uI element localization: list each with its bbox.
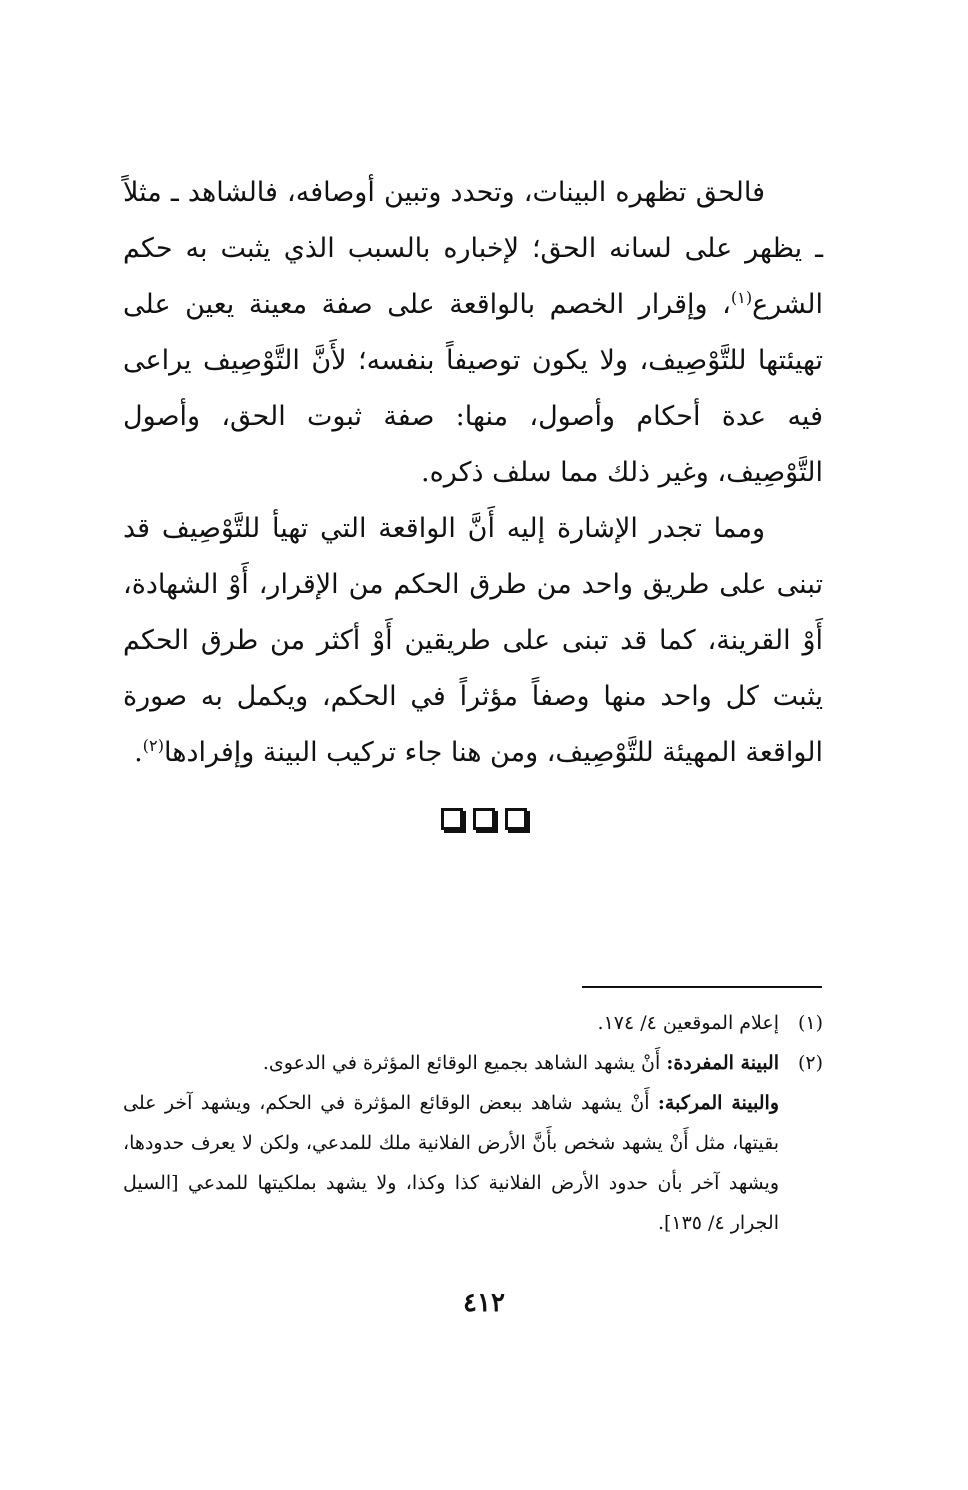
- footnote-text: أَنْ يشهد الشاهد بجميع الوقائع المؤثرة في الدعوى.: [262, 1052, 667, 1074]
- footnote-body: [123, 1043, 779, 1243]
- paragraph-1-segment-1: فالحق تظهره البينات، وتحدد وتبين أوصافه، فالشاهد ـ مثلاً ـ يظهر على لسانه الحق؛ لإخباره بالسبب الذي يثبت به حكم الشرع: [123, 177, 823, 320]
- paragraph-2-segment-2: .: [134, 737, 143, 768]
- footnote-line: [123, 1083, 779, 1243]
- separator-square-icon: [441, 808, 463, 830]
- footnote-bold-lead: والبينة المركبة:: [657, 1092, 780, 1114]
- footnote-text: إعلام الموقعين ٤/ ١٧٤.: [597, 1012, 779, 1034]
- paragraph-2-segment-1: ومما تجدر الإشارة إليه أَنَّ الواقعة التي تهيأ للتَّوْصِيف قد تبنى على طريق واحد من طرق الحكم من الإقرار، أَوْ الشهادة، أَوْ القرينة، كما قد تبنى على طريقين أَوْ أكثر من طرق الحكم يثبت كل واحد منها وصفاً مؤثراً في الحكم، ويكمل به صورة الواقعة المهيئة للتَّوْصِيف، ومن هنا جاء تركيب البينة وإفرادها: [123, 513, 823, 768]
- separator-square-icon: [473, 808, 495, 830]
- separator-square-icon: [505, 808, 527, 830]
- footnote-line: [123, 1003, 779, 1043]
- footnote-bold-lead: البينة المفردة:: [666, 1052, 779, 1074]
- page-number: ٤١٢: [463, 1288, 505, 1318]
- paragraph-2: [123, 501, 823, 781]
- footnote-line: [123, 1043, 779, 1083]
- footnotes: [123, 1003, 823, 1243]
- footnote-divider: [582, 986, 822, 988]
- main-text: [123, 165, 823, 781]
- footnote-1: [123, 1003, 823, 1043]
- paragraph-1: [123, 165, 823, 501]
- footnote-ref-2: (٢): [142, 736, 165, 755]
- section-separator: [0, 808, 968, 834]
- footnote-number: (١): [797, 1012, 823, 1034]
- footnote-body: [123, 1003, 779, 1043]
- paragraph-1-segment-2: ، وإقرار الخصم بالواقعة على صفة معينة يعين على تهيئتها للتَّوْصِيف، ولا يكون توصيفاً بنفسه؛ لأَنَّ التَّوْصِيف يراعى فيه عدة أحكام وأصول، منها: صفة ثبوت الحق، وأصول التَّوْصِيف، وغير ذلك مما سلف ذكره.: [123, 289, 823, 488]
- footnote-number: (٢): [797, 1052, 823, 1074]
- footnote-text: أَنْ يشهد شاهد ببعض الوقائع المؤثرة في الحكم، ويشهد آخر على بقيتها، مثل أَنْ يشهد شخص بأَنَّ الأرض الفلانية ملك للمدعي، ولكن لا يعرف حدودها، ويشهد آخر بأن حدود الأرض الفلانية كذا وكذا، ولا يشهد بملكيتها للمدعي [السيل الجرار ٤/ ١٣٥].: [123, 1092, 779, 1234]
- footnote-2: [123, 1043, 823, 1243]
- footnote-ref-1: (١): [730, 288, 753, 307]
